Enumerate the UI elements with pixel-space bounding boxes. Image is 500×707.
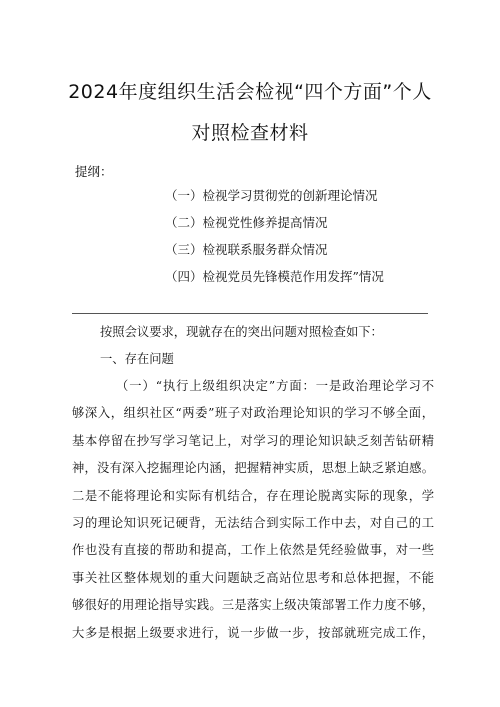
- body-line: 习的理论知识死记硬背，无法结合到实际工作中去，对自己的工: [72, 515, 434, 530]
- body-text: [72, 373, 434, 647]
- body-line: 神，没有深入挖掘理论内涵，把握精神实质，思想上缺乏紧迫感。: [72, 461, 434, 476]
- document-title-line-2: 对照检查材料: [191, 122, 309, 144]
- section-heading: 一、存在问题: [100, 352, 174, 366]
- section-divider: [72, 313, 428, 314]
- body-line: 作也没有直接的帮助和提高，工作上依然是凭经验做事，对一些: [72, 543, 434, 558]
- outline-item: （三）检视联系服务群众情况: [165, 242, 328, 257]
- outline-item: （一）检视学习贯彻党的创新理论情况: [165, 188, 378, 203]
- body-line: 大多是根据上级要求进行，说一步做一步，按部就班完成工作，: [72, 625, 434, 640]
- body-line: 基本停留在抄写学习笔记上，对学习的理论知识缺乏刻苦钻研精: [72, 433, 434, 448]
- body-line: 二是不能将理论和实际有机结合，存在理论脱离实际的现象，学: [72, 488, 434, 503]
- body-line: 事关社区整体规划的重大问题缺乏高站位思考和总体把握，不能: [72, 570, 434, 585]
- body-line: 够深入，组织社区“两委”班子对政治理论知识的学习不够全面，: [72, 406, 434, 421]
- body-line: 够很好的用理论指导实践。三是落实上级决策部署工作力度不够，: [72, 598, 434, 613]
- outline-item: （二）检视党性修养提高情况: [165, 215, 328, 230]
- document-title-line-1: 2024年度组织生活会检视“四个方面”个人: [68, 81, 432, 103]
- outline-item: （四）检视党员先锋模范作用发挥”情况: [165, 269, 384, 284]
- outline-label: 提纲：: [75, 164, 113, 179]
- intro-paragraph: 按照会议要求，现就存在的突出问题对照检查如下：: [100, 325, 383, 339]
- body-line: （一）“执行上级组织决定”方面：一是政治理论学习不: [116, 379, 434, 393]
